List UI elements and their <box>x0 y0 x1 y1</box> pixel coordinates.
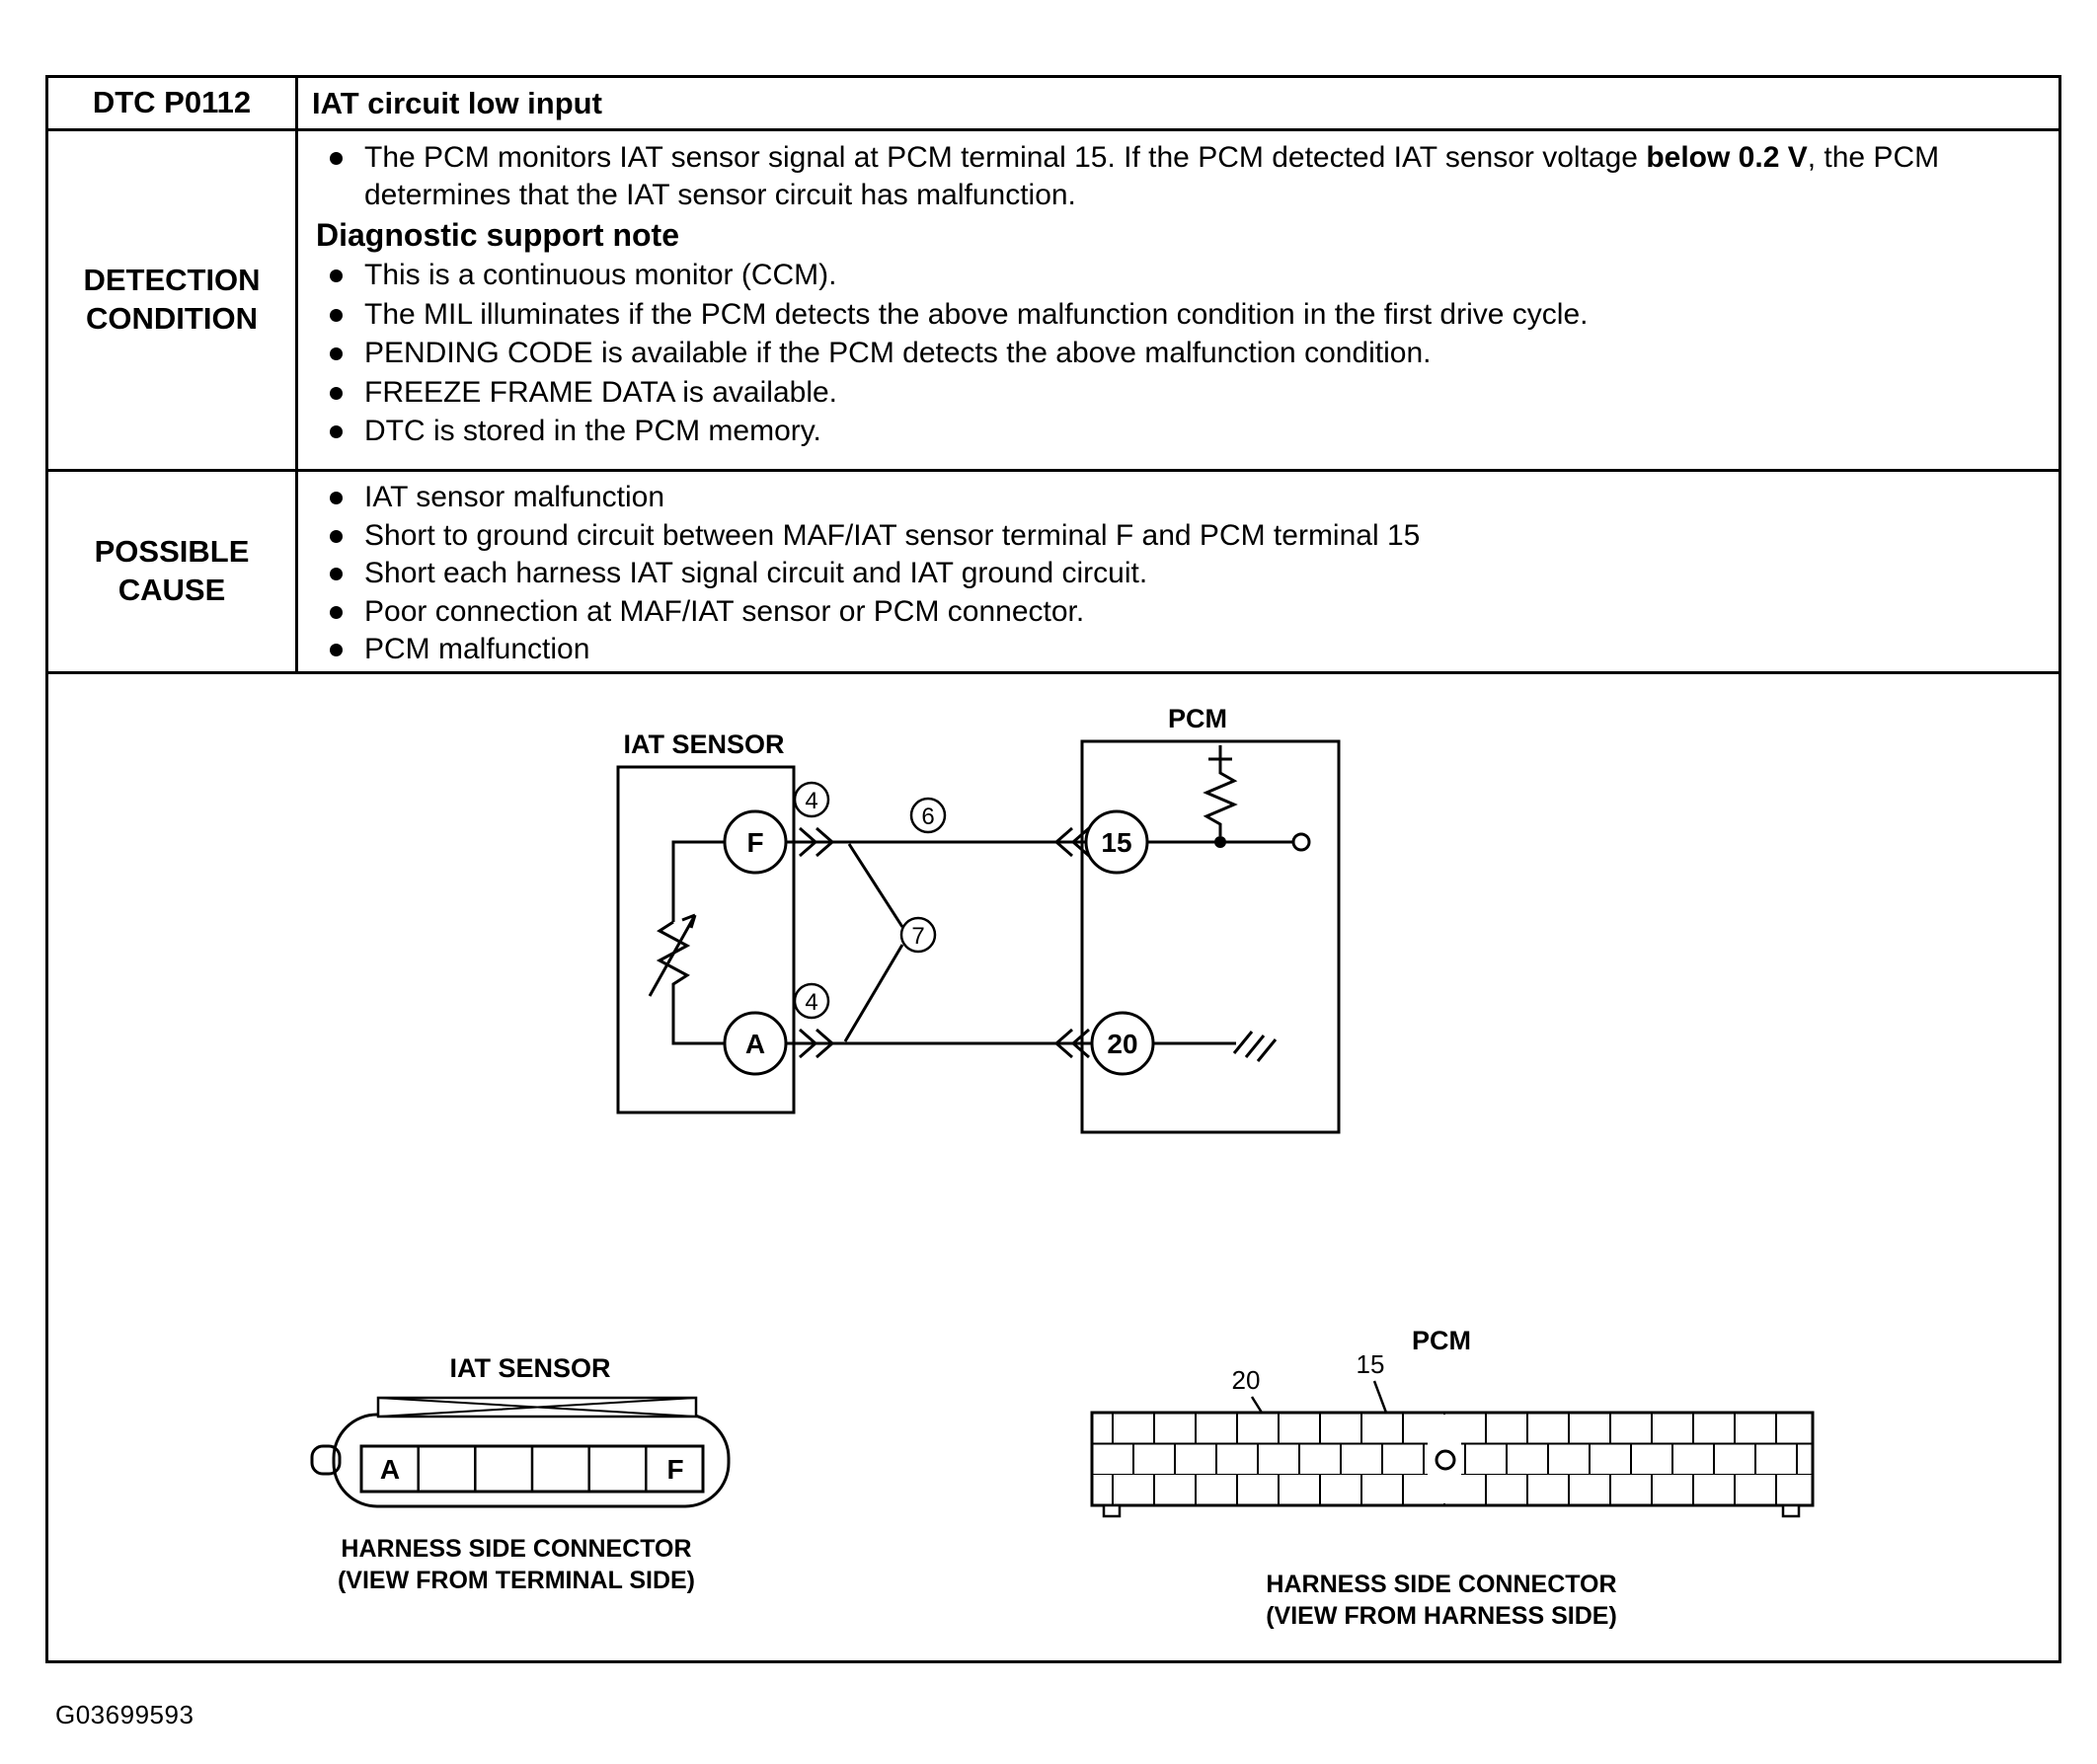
detection-bullet: PENDING CODE is available if the PCM detects the above malfunction condition. <box>314 335 2035 372</box>
callout-4-top: 4 <box>805 788 818 814</box>
callout-4-bottom: 4 <box>805 989 818 1016</box>
dtc-title: IAT circuit low input <box>312 85 602 120</box>
iat-pin-f-label: F <box>666 1454 684 1485</box>
dtc-title-cell <box>298 78 2058 128</box>
bullet-text-post: , the PCM determines that the IAT sensor circuit has malfunction. <box>364 141 1940 211</box>
ground-icon <box>1234 1032 1276 1061</box>
pcm-schematic <box>1082 704 1339 1132</box>
cause-bullet: Short each harness IAT signal circuit and IAT ground circuit. <box>314 555 2035 592</box>
cause-bullet: PCM malfunction <box>314 631 2035 668</box>
callout-6: 6 <box>921 804 935 830</box>
detection-bullet-main <box>314 139 2035 213</box>
harness-wires <box>786 828 1092 1057</box>
cause-label-line2: CAUSE <box>117 573 226 607</box>
bullet-dot <box>330 530 343 543</box>
terminal-f-label: F <box>746 827 764 858</box>
dtc-header-row <box>48 78 2058 131</box>
iat-connector-view <box>312 1353 729 1594</box>
bullet-dot <box>330 152 343 165</box>
pullup-resistor-symbol <box>1206 759 1234 836</box>
bullet-dot <box>330 492 343 504</box>
detection-label-line1: DETECTION <box>83 263 261 298</box>
possible-cause-row <box>48 472 2058 674</box>
bullet-dot <box>330 644 343 656</box>
cause-label-line1: POSSIBLE <box>94 534 250 570</box>
bullet-dot <box>330 568 343 580</box>
power-supply-icon <box>1208 745 1232 759</box>
iat-pin-a-label: A <box>379 1454 401 1485</box>
detection-condition-label <box>48 131 298 469</box>
junction-dot <box>1214 836 1226 848</box>
bullet-dot <box>330 606 343 619</box>
pin-20-leader <box>1252 1397 1262 1413</box>
bullet-dot <box>330 347 343 360</box>
bullet-text-pre: The PCM monitors IAT sensor signal at PCM terminal 15. If the PCM detected IAT sensor voltage <box>364 141 1647 174</box>
pcm-connector-title: PCM <box>1412 1326 1471 1355</box>
callout7-leader-top <box>849 844 902 927</box>
pcm-pin-15-number: 15 <box>1356 1349 1385 1379</box>
detection-condition-content <box>298 131 2058 469</box>
iat-connector-caption-line1: HARNESS SIDE CONNECTOR <box>341 1535 692 1563</box>
detection-condition-row <box>48 131 2058 472</box>
mount-tab-right <box>1783 1505 1799 1516</box>
detection-bullet-main-text <box>364 139 1944 213</box>
cause-bullet: Short to ground circuit between MAF/IAT sensor terminal F and PCM terminal 15 <box>314 517 2035 555</box>
detection-bullet: FREEZE FRAME DATA is available. <box>314 374 2035 412</box>
bullet-text-bold: below 0.2 V <box>1646 141 1808 174</box>
cause-bullet: IAT sensor malfunction <box>314 479 2035 516</box>
pcm-connector-view <box>1092 1326 1813 1630</box>
bullet-dot <box>330 309 343 322</box>
detection-bullet: DTC is stored in the PCM memory. <box>314 413 2035 450</box>
index-hole <box>1437 1451 1454 1469</box>
mount-tab-left <box>1104 1505 1120 1516</box>
possible-cause-label <box>48 472 298 671</box>
diagnostic-support-note-heading: Diagnostic support note <box>316 217 679 253</box>
pcm-pin-20-number: 20 <box>1231 1365 1261 1395</box>
iat-sensor-schematic-label: IAT SENSOR <box>623 729 785 759</box>
detection-label-line2: CONDITION <box>86 301 258 336</box>
pin-15-label: 15 <box>1101 827 1132 858</box>
bullet-dot <box>330 425 343 438</box>
iat-connector-caption-line2: (VIEW FROM TERMINAL SIDE) <box>337 1567 696 1594</box>
pin-dividers <box>419 1446 647 1492</box>
circuit-callouts <box>795 783 945 1018</box>
iat-sensor-box <box>618 767 794 1112</box>
iat-connector-title: IAT SENSOR <box>449 1353 611 1383</box>
test-terminal-circle <box>1293 834 1309 850</box>
pin-15-leader <box>1374 1381 1386 1413</box>
possible-cause-content <box>298 472 2058 671</box>
detection-bullet: This is a continuous monitor (CCM). <box>314 257 2035 294</box>
figure-id: G03699593 <box>55 1700 194 1729</box>
cause-bullet: Poor connection at MAF/IAT sensor or PCM connector. <box>314 593 2035 631</box>
lock-tab <box>378 1398 696 1417</box>
bullet-dot <box>330 387 343 400</box>
pcm-schematic-label: PCM <box>1168 704 1227 733</box>
terminal-a-label: A <box>744 1029 766 1059</box>
wiring-diagram <box>0 680 2097 1666</box>
dtc-code-cell <box>48 78 298 128</box>
callout7-leader-bottom <box>845 945 902 1041</box>
iat-sensor-schematic <box>618 729 794 1112</box>
callout-7: 7 <box>911 923 925 950</box>
pcm-connector-caption-line1: HARNESS SIDE CONNECTOR <box>1266 1571 1617 1598</box>
pcm-connector-caption-line2: (VIEW FROM HARNESS SIDE) <box>1266 1602 1617 1630</box>
dtc-code: DTC P0112 <box>92 85 252 120</box>
bullet-dot <box>330 269 343 282</box>
pin-20-label: 20 <box>1107 1029 1138 1059</box>
detection-bullet: The MIL illuminates if the PCM detects the above malfunction condition in the first drive cycle. <box>314 296 2035 334</box>
